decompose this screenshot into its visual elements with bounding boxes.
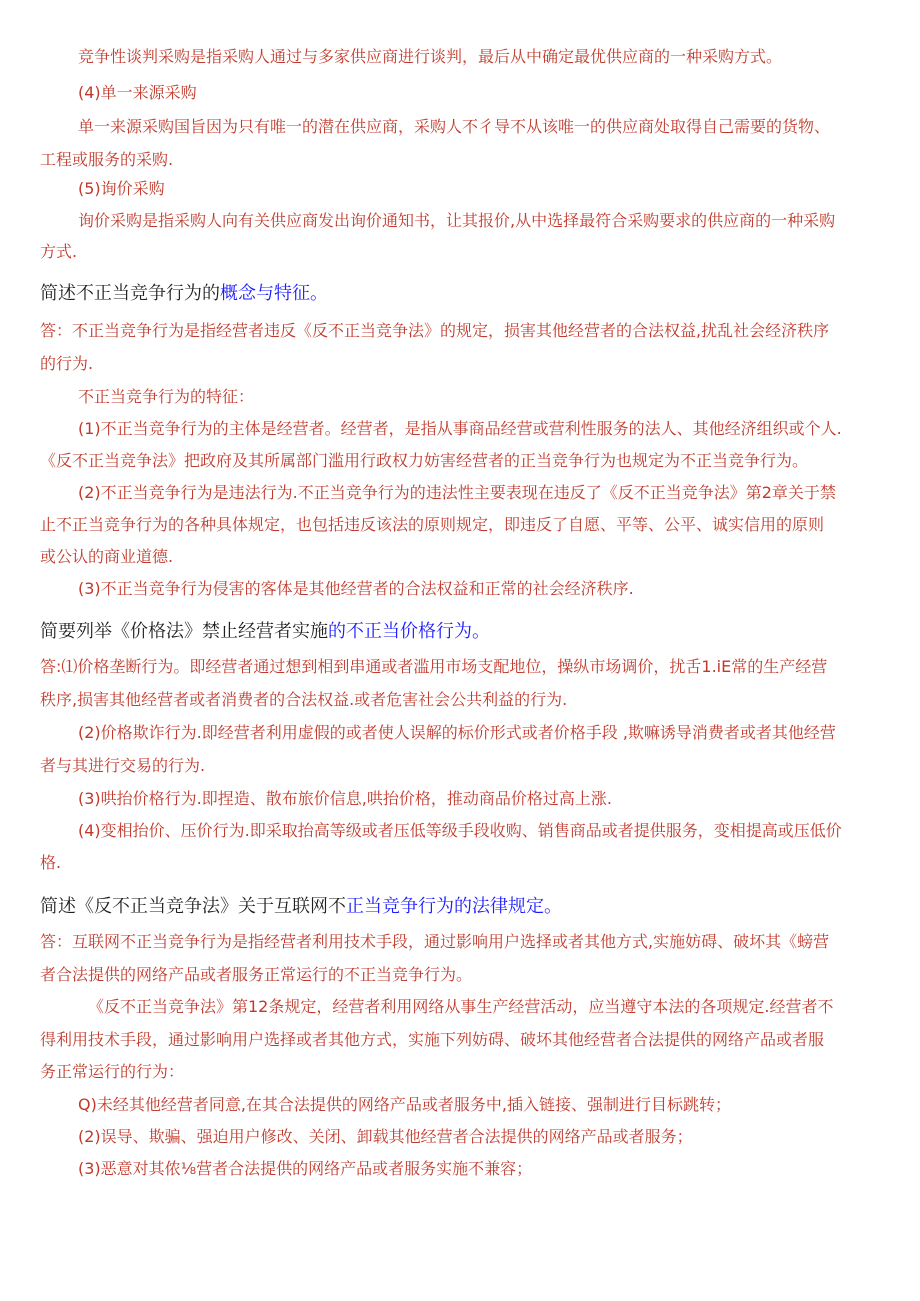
internet-item-2: (2)误导、欺骗、强迫用户修改、关闭、卸载其他经营者合法提供的网络产品或者服务； (78, 1127, 693, 1146)
procurement-negotiation-text: 竞争性谈判采购是指采购人通过与多家供应商进行谈判，最后从中确定最优供应商的一种采购方式。 (78, 47, 783, 66)
answer-1-line-2: 的行为. (40, 354, 94, 373)
single-source-text-1: 单一来源采购国旨因为只有唯一的潜在供应商，采购人不彳导不从该唯一的供应商处取得自己需要的货物、 (78, 117, 831, 136)
article-12-line-3: 务正常运行的行为： (40, 1062, 185, 1081)
feature-1-line-1: (1)不正当竞争行为的主体是经营者。经营者，是指从事商品经营或营利性服务的法人、其他经济组织或个人. (78, 419, 842, 438)
disguised-pricing-line-1: (4)变相抬价、压价行为.即采取抬高等级或者压低等级手段收购、销售商品或者提供服务，变相提高或压低价 (78, 821, 842, 840)
answer-3-line-1: 答：互联网不正当竞争行为是指经营者利用技术手段，通过影响用户选择或者其他方式,实施妨碍、破坏其《螃营 (40, 932, 830, 951)
article-12-line-2: 得利用技术手段，通过影响用户选择或者其他方式，实施下列妨碍、破坏其他经营者合法提供的网络产品或者服 (40, 1030, 825, 1049)
feature-3: (3)不正当竞争行为侵害的客体是其他经营者的合法权益和正常的社会经济秩序. (78, 579, 634, 598)
disguised-pricing-line-2: 格. (40, 853, 62, 872)
question-price-law: 简要列举《价格法》禁止经营者实施的不正当价格行为。 (40, 621, 490, 642)
single-source-text-2: 工程或服务的采购. (40, 150, 174, 169)
heading-single-source: (4)单一来源采购 (78, 83, 197, 102)
price-fraud-line-1: (2)价格欺诈行为.即经营者利用虚假的或者使人误解的标价形式或者价格手段 ,欺嘛诱导消费者或者其他经营 (78, 723, 836, 742)
question-internet-competition: 简述《反不正当竞争法》关于互联网不正当竞争行为的法律规定。 (40, 896, 562, 917)
internet-item-1: Q)未经其他经营者同意,在其合法提供的网络产品或者服务中,插入链接、强制进行目标跳转； (78, 1095, 732, 1114)
answer-2-line-1: 答:⑴价格垄断行为。即经营者通过想到相到串通或者滥用市场支配地位，操纵市场调价，扰舌1.iE常的生产经营 (40, 657, 828, 676)
price-gouging: (3)哄抬价格行为.即捏造、散布旅价信息,哄抬价格，推动商品价格过高上涨. (78, 789, 612, 808)
question-unfair-competition: 简述不正当竞争行为的概念与特征。 (40, 283, 328, 304)
internet-item-3: (3)恶意对其侬⅛营者合法提供的网络产品或者服务实施不兼容； (78, 1159, 533, 1178)
feature-2-line-2: 止不正当竞争行为的各种具体规定，也包括违反该法的原则规定，即违反了自愿、平等、公平、诚实信用的原则 (40, 515, 825, 534)
feature-2-line-3: 或公认的商业道德. (40, 547, 174, 566)
feature-2-line-1: (2)不正当竞争行为是违法行为.不正当竞争行为的违法性主要表现在违反了《反不正当竞争法》第2章关于禁 (78, 483, 836, 502)
inquiry-text-2: 方式. (40, 242, 78, 261)
heading-inquiry: (5)询价采购 (78, 179, 165, 198)
inquiry-text-1: 询价采购是指采购人向有关供应商发出询价通知书，让其报价,从中选择最符合采购要求的供应商的一种采购 (78, 211, 836, 230)
answer-1-line-1: 答：不正当竞争行为是指经营者违反《反不正当竞争法》的规定，损害其他经营者的合法权益,扰乱社会经济秩序 (40, 321, 830, 340)
answer-2-line-2: 秩序,损害其他经营者或者消费者的合法权益.或者危害社会公共利益的行为. (40, 690, 568, 709)
price-fraud-line-2: 者与其进行交易的行为. (40, 756, 206, 775)
article-12-line-1: 《反不正当竞争法》第12条规定，经营者利用网络从事生产经营活动，应当遵守本法的各项规定.经营者不 (88, 997, 834, 1016)
answer-3-line-2: 者合法提供的网络产品或者服务正常运行的不正当竞争行为。 (40, 965, 473, 984)
feature-1-line-2: 《反不正当竞争法》把政府及其所属部门滥用行政权力妨害经营者的正当竞争行为也规定为不正当竞争行为。 (40, 451, 809, 470)
features-heading: 不正当竞争行为的特征： (78, 387, 255, 406)
